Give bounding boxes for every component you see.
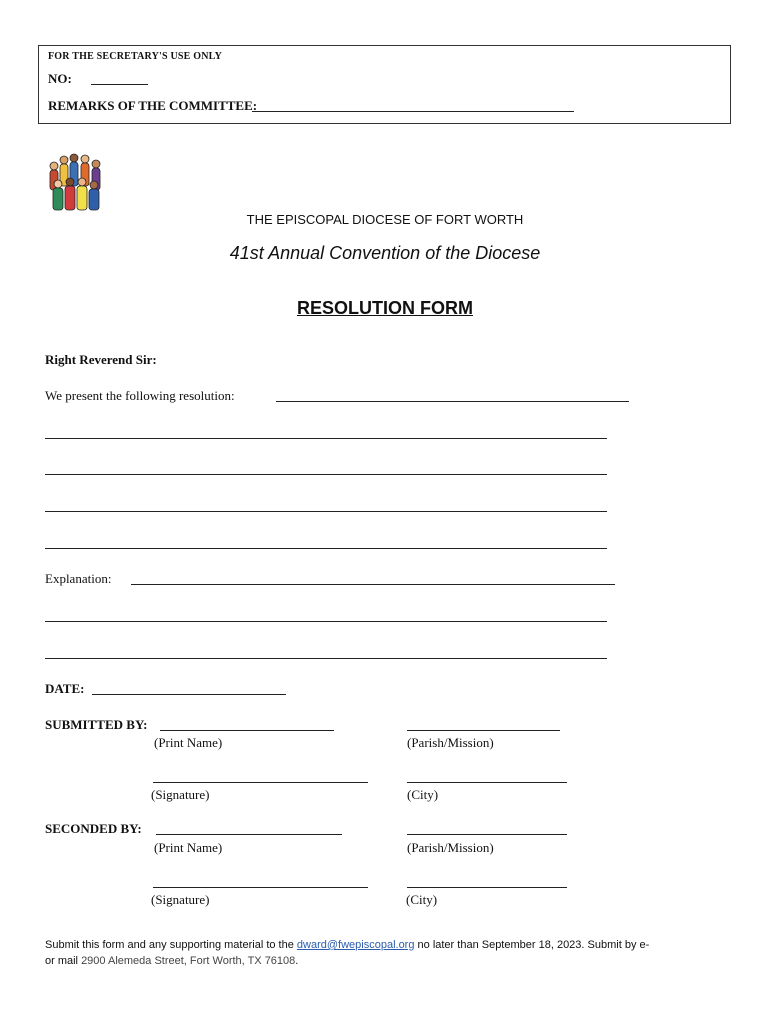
explanation-line-1[interactable]	[45, 621, 607, 622]
diocese-name: THE EPISCOPAL DIOCESE OF FORT WORTH	[246, 212, 524, 227]
congregation-people-icon	[44, 152, 106, 214]
submitted-signature-field[interactable]	[153, 769, 368, 783]
explanation-line-2[interactable]	[45, 658, 607, 659]
submitted-print-name-field[interactable]	[160, 717, 334, 731]
salutation: Right Reverend Sir:	[45, 352, 157, 367]
footer-address: 2900 Alemeda Street, Fort Worth, TX 76108	[81, 955, 296, 967]
remarks-label: REMARKS OF THE COMMITTEE:	[48, 98, 258, 113]
resolution-label: We present the following resolution:	[45, 388, 235, 403]
footer-line2-prefix: or mail	[45, 955, 82, 967]
resolution-line-1[interactable]	[45, 438, 607, 439]
signature-caption: (Signature)	[151, 787, 210, 802]
seconded-print-name-field[interactable]	[156, 821, 342, 835]
date-label: DATE:	[45, 681, 85, 696]
remarks-field[interactable]	[252, 99, 574, 112]
seconded-city-field[interactable]	[407, 874, 567, 888]
signature-caption-2: (Signature)	[151, 892, 210, 907]
seconded-parish-field[interactable]	[407, 821, 567, 835]
print-name-caption: (Print Name)	[154, 735, 223, 750]
explanation-field[interactable]	[131, 571, 615, 585]
email-link[interactable]: dward@fwepiscopal.org	[296, 939, 415, 951]
resolution-line-4[interactable]	[45, 548, 607, 549]
date-field[interactable]	[92, 681, 286, 695]
no-field[interactable]	[91, 72, 148, 85]
resolution-line-3[interactable]	[45, 511, 607, 512]
submitted-by-label: SUBMITTED BY:	[45, 717, 148, 732]
convention-title: 41st Annual Convention of the Diocese	[229, 243, 541, 263]
footer-text-after: no later than September 18, 2023. Submit by e-	[414, 939, 650, 951]
parish-mission-caption: (Parish/Mission)	[407, 735, 494, 750]
footer-text-before: Submit this form and any supporting material to the	[45, 939, 297, 951]
submitted-parish-field[interactable]	[407, 717, 560, 731]
resolution-field[interactable]	[276, 388, 629, 402]
form-title: RESOLUTION FORM	[297, 298, 473, 318]
seconded-by-label: SECONDED BY:	[45, 821, 142, 836]
print-name-caption-2: (Print Name)	[154, 840, 223, 855]
footer-line-1	[45, 939, 649, 951]
footer-line2-suffix: .	[295, 955, 299, 967]
parish-mission-caption-2: (Parish/Mission)	[407, 840, 494, 855]
city-caption-2: (City)	[406, 892, 438, 907]
explanation-label: Explanation:	[45, 571, 112, 586]
no-label: NO:	[48, 71, 72, 86]
resolution-line-2[interactable]	[45, 474, 607, 475]
footer-line-2	[45, 955, 298, 967]
submitted-city-field[interactable]	[407, 769, 567, 783]
secretary-heading: FOR THE SECRETARY'S USE ONLY	[48, 51, 222, 62]
seconded-signature-field[interactable]	[153, 874, 368, 888]
city-caption: (City)	[407, 787, 439, 802]
